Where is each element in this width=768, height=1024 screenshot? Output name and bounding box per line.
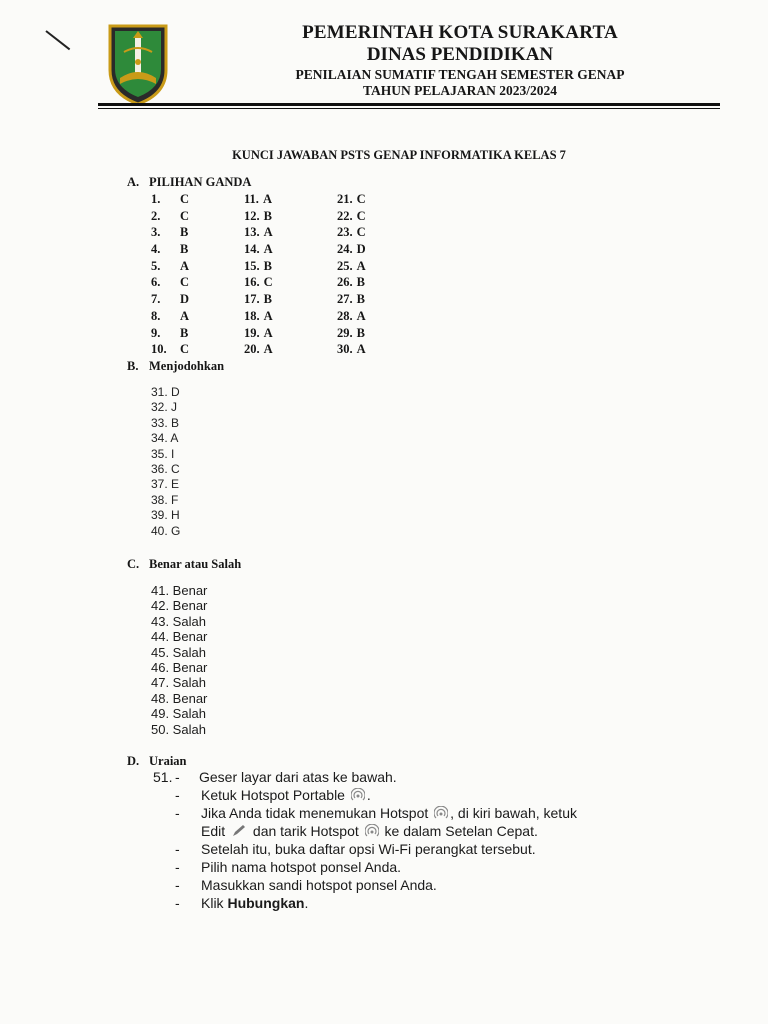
- hotspot-icon: [434, 806, 448, 820]
- multiple-choice-answer: [337, 259, 366, 276]
- section-c-heading: [127, 557, 241, 572]
- true-false-answer-item: 44. Benar: [151, 629, 208, 645]
- government-name: PEMERINTAH KOTA SURAKARTA: [302, 22, 618, 43]
- answer-letter: C: [356, 225, 366, 240]
- answer-letter: B: [356, 325, 365, 340]
- step-5-text: Pilih nama hotspot ponsel Anda.: [201, 859, 402, 875]
- multiple-choice-answer: [151, 242, 189, 259]
- pen-stroke-mark: [45, 30, 70, 50]
- matching-answer-item: 33. B: [151, 415, 180, 430]
- surakarta-emblem-logo: [106, 22, 170, 106]
- question-number: 4.: [151, 242, 161, 257]
- multiple-choice-answer: [337, 209, 366, 226]
- academic-year: TAHUN PELAJARAN 2023/2024: [362, 83, 557, 98]
- answer-letter: C: [180, 342, 190, 357]
- step-dash: -: [175, 787, 180, 803]
- answer-letter: A: [262, 192, 272, 206]
- multiple-choice-answer: [244, 342, 273, 359]
- question-number: 20.: [244, 342, 260, 357]
- letterhead-rule-thin: [98, 108, 720, 109]
- matching-answer-item: 37. E: [151, 477, 180, 492]
- assessment-name: PENILAIAN SUMATIF TENGAH SEMESTER GENAP: [295, 67, 625, 82]
- step-3-text-a: Jika Anda tidak menemukan Hotspot: [201, 805, 429, 821]
- answer-letter: B: [180, 325, 189, 340]
- answer-letter: C: [180, 192, 190, 206]
- answer-letter: A: [356, 258, 366, 273]
- answer-letter: C: [180, 275, 190, 290]
- question-number: 10.: [151, 342, 167, 357]
- question-number: 29.: [337, 325, 353, 340]
- step-dash: -: [175, 877, 180, 893]
- step-7-text-b: Hubungkan: [227, 895, 305, 911]
- answer-letter: A: [263, 242, 273, 257]
- question-number: 18.: [244, 308, 260, 323]
- answer-letter: B: [356, 275, 365, 290]
- step-7-text-c: .: [304, 895, 309, 911]
- multiple-choice-answer: [337, 192, 366, 209]
- true-false-answer-item: 47. Salah: [151, 675, 206, 691]
- multiple-choice-answer: [337, 225, 366, 242]
- section-a-title: PILIHAN GANDA: [149, 175, 252, 189]
- section-b-letter: B.: [127, 359, 139, 373]
- step-3-text-b: , di kiri bawah, ketuk: [450, 805, 577, 821]
- answer-letter: A: [263, 325, 273, 340]
- matching-answer-item: 32. J: [151, 400, 178, 415]
- true-false-answer-item: 41. Benar: [151, 583, 208, 598]
- multiple-choice-answer: [151, 292, 189, 309]
- letterhead-rule-thick: [98, 103, 720, 106]
- hotspot-icon: [365, 824, 379, 838]
- step-1-text: Geser layar dari atas ke bawah.: [199, 769, 397, 785]
- agency-name: DINAS PENDIDIKAN: [366, 44, 554, 65]
- question-number: 6.: [151, 275, 161, 290]
- multiple-choice-answer: [244, 275, 273, 292]
- multiple-choice-column-1: [151, 192, 189, 359]
- answer-letter: B: [263, 258, 272, 273]
- multiple-choice-answer: [244, 292, 273, 309]
- section-a-heading: [127, 175, 251, 190]
- step-2-text: Ketuk Hotspot Portable: [201, 787, 345, 803]
- matching-answer-list: [151, 385, 180, 539]
- step-4-text: Setelah itu, buka daftar opsi Wi-Fi perangkat tersebut.: [201, 841, 536, 857]
- step-dash: -: [175, 841, 180, 857]
- true-false-answer-item: 43. Salah: [151, 613, 206, 629]
- multiple-choice-answer: [244, 326, 273, 343]
- multiple-choice-answer: [337, 242, 366, 259]
- multiple-choice-answer: [151, 275, 189, 292]
- question-number: 11.: [244, 192, 259, 206]
- answer-letter: A: [263, 308, 273, 323]
- step-dash: -: [175, 769, 180, 785]
- multiple-choice-answer: [151, 259, 189, 276]
- answer-letter: A: [356, 342, 366, 357]
- question-number: 9.: [151, 325, 161, 340]
- matching-answer-item: 35. I: [151, 446, 175, 461]
- essay-step-2: [153, 786, 577, 804]
- section-c-title: Benar atau Salah: [149, 557, 242, 571]
- essay-step-3: [153, 804, 577, 822]
- essay-step-6: [153, 876, 577, 894]
- answer-letter: A: [180, 258, 190, 273]
- essay-step-3-continued: [153, 822, 577, 840]
- answer-letter: A: [263, 225, 273, 240]
- answer-letter: C: [356, 208, 366, 223]
- multiple-choice-answer: [151, 342, 189, 359]
- pencil-edit-icon: [231, 824, 247, 838]
- question-number: 14.: [244, 242, 260, 257]
- question-number: 17.: [244, 292, 260, 307]
- essay-number: 51.: [153, 769, 173, 785]
- multiple-choice-answer: [151, 309, 189, 326]
- essay-step-1: [153, 768, 577, 786]
- true-false-answer-item: 49. Salah: [151, 706, 206, 722]
- question-number: 25.: [337, 258, 353, 273]
- answer-letter: B: [356, 292, 365, 307]
- question-number: 13.: [244, 225, 260, 240]
- true-false-answer-item: 45. Salah: [151, 644, 206, 660]
- section-b-heading: [127, 359, 224, 374]
- step-3-text-c: Edit: [201, 823, 226, 839]
- true-false-answer-item: 42. Benar: [151, 598, 208, 614]
- answer-letter: D: [356, 242, 366, 257]
- question-number: 28.: [337, 308, 353, 323]
- question-number: 23.: [337, 225, 353, 240]
- question-number: 24.: [337, 242, 353, 257]
- matching-answer-item: 36. C: [151, 461, 180, 476]
- multiple-choice-answer: [337, 309, 366, 326]
- question-number: 12.: [244, 208, 260, 223]
- step-dash: -: [175, 895, 180, 911]
- multiple-choice-answer: [151, 192, 189, 209]
- answer-letter: A: [356, 308, 366, 323]
- question-number: 15.: [244, 258, 260, 273]
- step-2-end: .: [366, 787, 371, 803]
- multiple-choice-answer: [151, 225, 189, 242]
- multiple-choice-answer: [337, 326, 366, 343]
- letterhead: [230, 22, 690, 99]
- answer-letter: C: [180, 208, 190, 223]
- matching-answer-item: 31. D: [151, 385, 180, 399]
- step-3-text-e: ke dalam Setelan Cepat.: [384, 823, 538, 839]
- multiple-choice-column-3: [337, 192, 366, 359]
- section-a-letter: A.: [127, 175, 140, 189]
- multiple-choice-answer: [151, 326, 189, 343]
- question-number: 1.: [151, 192, 161, 206]
- step-3-text-d: dan tarik Hotspot: [252, 823, 359, 839]
- answer-letter: A: [263, 342, 273, 357]
- essay-step-7: [153, 894, 577, 912]
- answer-letter: B: [180, 225, 189, 240]
- question-number: 30.: [337, 342, 353, 357]
- essay-step-5: [153, 858, 577, 876]
- multiple-choice-column-2: [244, 192, 273, 359]
- question-number: 2.: [151, 208, 161, 223]
- question-number: 5.: [151, 258, 161, 273]
- question-number: 26.: [337, 275, 353, 290]
- step-7-text-a: Klik: [201, 895, 224, 911]
- answer-letter: B: [263, 208, 272, 223]
- true-false-answer-list: [151, 583, 207, 737]
- multiple-choice-answer: [244, 309, 273, 326]
- answer-letter: A: [180, 308, 190, 323]
- answer-letter: D: [180, 292, 190, 307]
- multiple-choice-answer: [244, 242, 273, 259]
- question-number: 22.: [337, 208, 353, 223]
- answer-letter: C: [263, 275, 273, 290]
- answer-letter: B: [263, 292, 272, 307]
- step-dash: -: [175, 805, 180, 821]
- question-number: 8.: [151, 308, 161, 323]
- document-title: KUNCI JAWABAN PSTS GENAP INFORMATIKA KELAS 7: [232, 148, 566, 162]
- multiple-choice-answer: [151, 209, 189, 226]
- section-c-letter: C.: [127, 557, 140, 571]
- answer-letter: C: [356, 192, 366, 206]
- matching-answer-item: 39. H: [151, 508, 180, 523]
- multiple-choice-answer: [244, 225, 273, 242]
- matching-answer-item: 40. G: [151, 523, 181, 538]
- section-d-letter: D.: [127, 754, 140, 768]
- answer-letter: B: [180, 242, 189, 257]
- multiple-choice-answer: [244, 209, 273, 226]
- question-number: 7.: [151, 292, 161, 307]
- true-false-answer-item: 46. Benar: [151, 659, 208, 675]
- true-false-answer-item: 48. Benar: [151, 690, 208, 706]
- multiple-choice-answer: [244, 259, 273, 276]
- matching-answer-item: 34. A: [151, 431, 179, 446]
- essay-step-4: [153, 840, 577, 858]
- question-number: 27.: [337, 292, 353, 307]
- question-number: 21.: [337, 192, 353, 206]
- essay-answer-51: [153, 768, 577, 912]
- step-6-text: Masukkan sandi hotspot ponsel Anda.: [201, 877, 437, 893]
- multiple-choice-answer: [337, 275, 366, 292]
- multiple-choice-answer: [337, 292, 366, 309]
- section-b-title: Menjodohkan: [149, 359, 225, 373]
- step-dash: -: [175, 859, 180, 875]
- section-d-heading: [127, 754, 187, 769]
- true-false-answer-item: 50. Salah: [151, 721, 206, 737]
- question-number: 19.: [244, 325, 260, 340]
- question-number: 3.: [151, 225, 161, 240]
- matching-answer-item: 38. F: [151, 492, 179, 507]
- multiple-choice-answer: [244, 192, 273, 209]
- section-d-title: Uraian: [149, 754, 187, 768]
- multiple-choice-answer: [337, 342, 366, 359]
- hotspot-icon: [351, 788, 365, 802]
- question-number: 16.: [244, 275, 260, 290]
